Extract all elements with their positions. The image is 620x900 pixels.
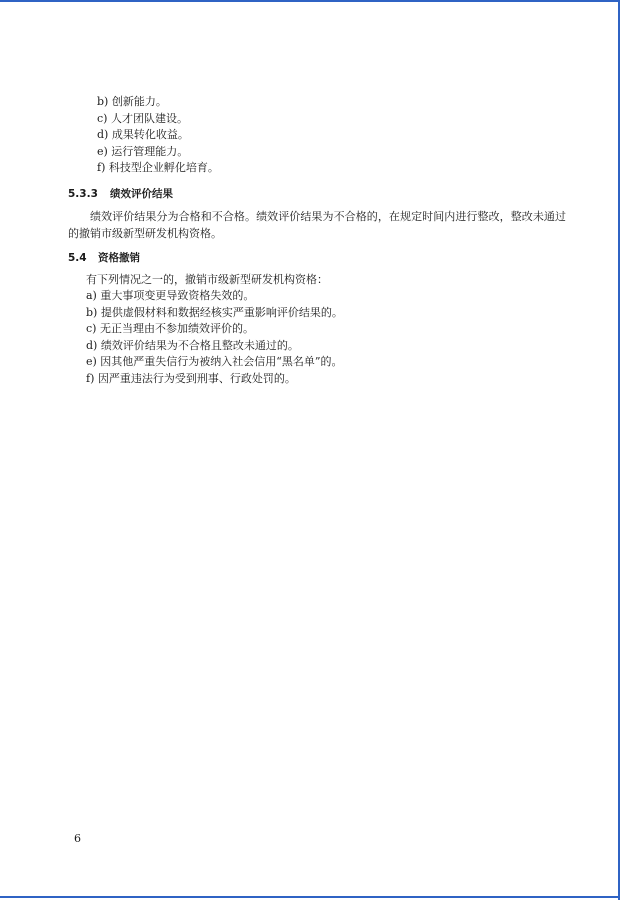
section-title: 绩效评价结果 <box>110 187 173 200</box>
list-item: b) 提供虚假材料和数据经核实严重影响评价结果的。 <box>86 305 343 319</box>
section-intro: 有下列情况之一的，撤销市级新型研发机构资格： <box>86 272 328 286</box>
section-heading-54 <box>68 250 566 266</box>
list-item: c) 人才团队建设。 <box>97 111 188 125</box>
page-frame-bottom <box>0 896 620 898</box>
list-item: d) 绩效评价结果为不合格且整改未通过的。 <box>86 338 299 352</box>
list-item: a) 重大事项变更导致资格失效的。 <box>86 289 255 302</box>
section-title: 资格撤销 <box>98 251 140 264</box>
document-body <box>68 94 566 387</box>
list-item: f) 科技型企业孵化培育。 <box>97 161 219 174</box>
list-item: e) 因其他严重失信行为被纳入社会信用“黑名单”的。 <box>86 355 343 368</box>
section-heading-533 <box>68 186 566 202</box>
page-frame-top <box>0 0 620 2</box>
criteria-list <box>68 94 566 177</box>
page-number: 6 <box>74 832 81 845</box>
section-number: 5.4 <box>68 251 87 264</box>
section-number: 5.3.3 <box>68 187 98 200</box>
list-item: f) 因严重违法行为受到刑事、行政处罚的。 <box>86 371 296 385</box>
list-item: b) 创新能力。 <box>97 95 167 108</box>
revocation-list <box>68 288 566 387</box>
list-item: d) 成果转化收益。 <box>97 128 189 141</box>
list-item: e) 运行管理能力。 <box>97 144 189 158</box>
list-item: c) 无正当理由不参加绩效评价的。 <box>86 322 254 335</box>
section-paragraph: 绩效评价结果分为合格和不合格。绩效评价结果为不合格的，在规定时间内进行整改，整改未通过的撤销市级新型研发机构资格。 <box>68 209 566 240</box>
